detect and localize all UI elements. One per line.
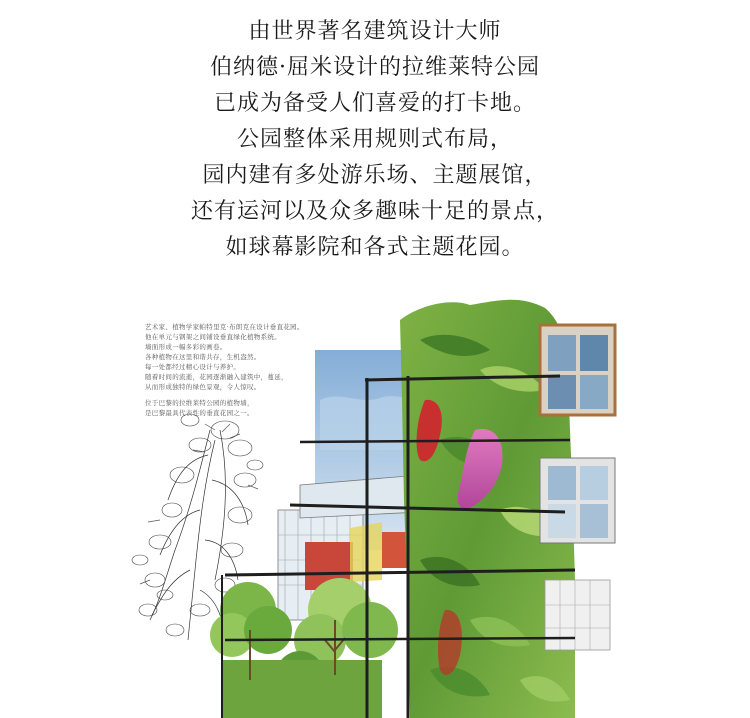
note-line: 是巴黎最具代表性的垂直花园之一。 [145, 409, 254, 417]
poem-line: 已成为备受人们喜爱的打卡地。 [213, 91, 536, 116]
note-line: 艺术家、植物学家帕特里克·布朗克在设计垂直花园。 [145, 323, 304, 331]
note-line: 他在单元与钢架之间铺设垂直绿化植物系统。 [145, 333, 281, 341]
poem-line: 园内建有多处游乐场、主题展馆， [202, 163, 548, 188]
poem-text [0, 14, 750, 266]
vertical-garden-illustration [0, 280, 750, 718]
poem-line: 由世界著名建筑设计大师 [248, 19, 502, 44]
poem-line: 如球幕影院和各式主题花园。 [225, 235, 525, 260]
note-line: 每一处都经过精心设计与养护。 [145, 363, 241, 371]
handwritten-note [145, 322, 335, 418]
note-line: 各种植物在这里和谐共存，生机盎然。 [145, 353, 261, 361]
poem-line: 公园整体采用规则式布局， [236, 127, 513, 152]
note-line: 墙面形成一幅多彩的画卷。 [145, 343, 227, 351]
note-line: 位于巴黎的拉维莱特公园的植物墙， [145, 399, 254, 407]
note-line: 随着时间的流逝，花园逐渐融入建筑中，蔓延， [145, 373, 288, 381]
building-right [540, 325, 615, 650]
note-line: 从而形成独特的绿色景观，令人惊叹。 [145, 383, 261, 391]
poem-line: 还有运河以及众多趣味十足的景点， [190, 199, 559, 224]
poem-line: 伯纳德·屈米设计的拉维莱特公园 [210, 55, 540, 80]
